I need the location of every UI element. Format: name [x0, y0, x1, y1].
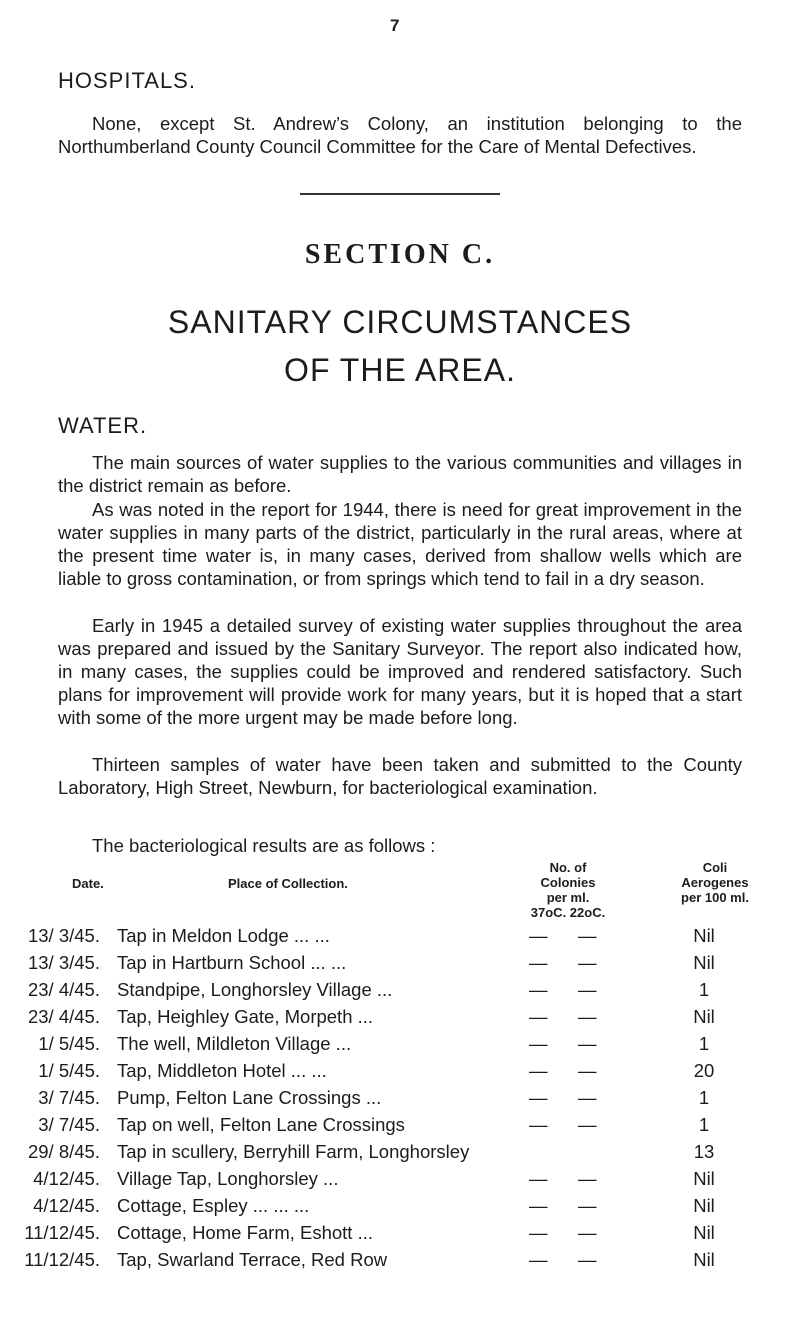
colonies-header-line3: per ml. — [546, 890, 590, 905]
coli-header-line1: Coli — [702, 860, 728, 875]
row-colonies-22c: — — [578, 1033, 597, 1054]
row-date: 4/12/45. — [33, 1168, 100, 1189]
table-row — [0, 952, 800, 974]
column-header-date: Date. — [72, 876, 104, 891]
table-row — [0, 1249, 800, 1271]
row-place: Tap in scullery, Berryhill Farm, Longhorsley — [117, 1141, 470, 1162]
row-date: 23/ 4/45. — [27, 1006, 100, 1027]
row-colonies-22c: — — [578, 1222, 597, 1243]
row-coli: 1 — [698, 1114, 710, 1135]
table-row — [0, 1195, 800, 1217]
coli-header-line3: per 100 ml. — [681, 890, 749, 905]
column-header-place: Place of Collection. — [228, 876, 348, 891]
colonies-header-line4: 37oC. 22oC. — [530, 905, 606, 920]
row-date: 13/ 3/45. — [27, 952, 100, 973]
water-heading: WATER. — [58, 413, 148, 438]
row-date: 11/12/45. — [24, 1222, 100, 1243]
row-colonies-22c: — — [578, 1114, 597, 1135]
row-place: Tap, Middleton Hotel ... ... — [117, 1060, 327, 1081]
row-date: 1/ 5/45. — [38, 1060, 100, 1081]
row-colonies-22c: — — [578, 1249, 597, 1270]
water-paragraph-2: As was noted in the report for 1944, there is need for great improvement in the water supplies in many parts of the district, particularly in the rural areas, where at the present time water is, in many cases, derived from shallow wells which are liable to gross contamination, or from springs which tend to fail in a dry season. — [58, 499, 742, 589]
row-place: The well, Mildleton Village ... — [117, 1033, 352, 1054]
water-paragraph-3: Early in 1945 a detailed survey of existing water supplies throughout the area was prepared and issued by the Sanitary Surveyor. The report also indicated how, in many cases, the supplies could be improved and rendered satisfactory. Such plans for improvement will provide work for many years, but it is hoped that a start with some of the more urgent may be made before long. — [58, 615, 742, 728]
row-colonies-22c: — — [578, 1060, 597, 1081]
row-place: Pump, Felton Lane Crossings ... — [117, 1087, 382, 1108]
row-coli: Nil — [693, 1168, 715, 1189]
row-colonies-22c: — — [578, 1195, 597, 1216]
row-colonies-22c: — — [578, 1006, 597, 1027]
row-date: 3/ 7/45. — [38, 1087, 100, 1108]
row-date: 3/ 7/45. — [38, 1114, 100, 1135]
row-colonies-37c: — — [529, 1168, 548, 1189]
table-row — [0, 1060, 800, 1082]
table-row — [0, 979, 800, 1001]
hospitals-paragraph: None, except St. Andrew’s Colony, an institution belonging to the Northumberland County Council Committee for the Care of Mental Defectives. — [58, 113, 742, 157]
coli-header-line2: Aerogenes — [681, 875, 749, 890]
divider-rule — [300, 193, 500, 195]
column-header-coli — [660, 860, 770, 905]
table-row — [0, 1168, 800, 1190]
water-paragraph-4: Thirteen samples of water have been taken and submitted to the County Laboratory, High Street, Newburn, for bacteriological examination. — [58, 754, 742, 798]
section-title-line1: SANITARY CIRCUMSTANCES — [167, 304, 633, 340]
row-colonies-22c: — — [578, 979, 597, 1000]
row-coli: Nil — [693, 1006, 715, 1027]
row-colonies-37c: — — [529, 1060, 548, 1081]
row-date: 1/ 5/45. — [38, 1033, 100, 1054]
row-colonies-37c: — — [529, 1087, 548, 1108]
row-colonies-37c: — — [529, 1114, 548, 1135]
row-colonies-37c: — — [529, 1033, 548, 1054]
hospitals-heading: HOSPITALS. — [58, 68, 196, 93]
row-date: 11/12/45. — [24, 1249, 100, 1270]
row-coli: Nil — [693, 952, 715, 973]
row-colonies-22c: — — [578, 1168, 597, 1189]
row-place: Cottage, Espley ... ... ... — [117, 1195, 310, 1216]
row-coli: 1 — [698, 979, 710, 1000]
row-place: Tap on well, Felton Lane Crossings — [117, 1114, 405, 1135]
row-colonies-37c: — — [529, 1222, 548, 1243]
row-date: 23/ 4/45. — [27, 979, 100, 1000]
column-header-colonies — [508, 860, 628, 920]
colonies-header-line1: No. of — [549, 860, 587, 875]
row-date: 4/12/45. — [33, 1195, 100, 1216]
section-title-line2: OF THE AREA. — [284, 352, 516, 388]
section-label: SECTION C. — [304, 239, 496, 270]
row-place: Standpipe, Longhorsley Village ... — [117, 979, 393, 1000]
table-row — [0, 1114, 800, 1136]
row-colonies-22c: — — [578, 952, 597, 973]
row-date: 29/ 8/45. — [27, 1141, 100, 1162]
table-row — [0, 1222, 800, 1244]
row-colonies-37c: — — [529, 1249, 548, 1270]
row-coli: 1 — [698, 1033, 710, 1054]
row-colonies-37c: — — [529, 1195, 548, 1216]
table-row — [0, 1087, 800, 1109]
row-place: Village Tap, Longhorsley ... — [117, 1168, 339, 1189]
row-colonies-22c: — — [578, 1087, 597, 1108]
table-row — [0, 1006, 800, 1028]
table-row — [0, 925, 800, 947]
row-colonies-37c: — — [529, 1006, 548, 1027]
row-place: Tap in Hartburn School ... ... — [117, 952, 347, 973]
table-row — [0, 1033, 800, 1055]
row-coli: 20 — [693, 1060, 715, 1081]
row-coli: Nil — [693, 1222, 715, 1243]
results-intro: The bacteriological results are as follows : — [92, 835, 436, 856]
row-place: Tap, Heighley Gate, Morpeth ... — [117, 1006, 374, 1027]
row-colonies-22c: — — [578, 925, 597, 946]
table-row — [0, 1141, 800, 1163]
row-coli: 1 — [698, 1087, 710, 1108]
water-paragraph-1: The main sources of water supplies to the various communities and villages in the district remain as before. — [58, 452, 742, 496]
row-coli: Nil — [693, 1195, 715, 1216]
row-date: 13/ 3/45. — [27, 925, 100, 946]
row-coli: Nil — [693, 925, 715, 946]
row-place: Tap, Swarland Terrace, Red Row — [117, 1249, 388, 1270]
row-colonies-37c: — — [529, 925, 548, 946]
row-coli: Nil — [693, 1249, 715, 1270]
row-colonies-37c: — — [529, 979, 548, 1000]
row-place: Tap in Meldon Lodge ... ... — [117, 925, 330, 946]
page-number: 7 — [390, 16, 400, 35]
colonies-header-line2: Colonies — [540, 875, 596, 890]
row-place: Cottage, Home Farm, Eshott ... — [117, 1222, 374, 1243]
row-colonies-37c: — — [529, 952, 548, 973]
row-coli: 13 — [693, 1141, 715, 1162]
